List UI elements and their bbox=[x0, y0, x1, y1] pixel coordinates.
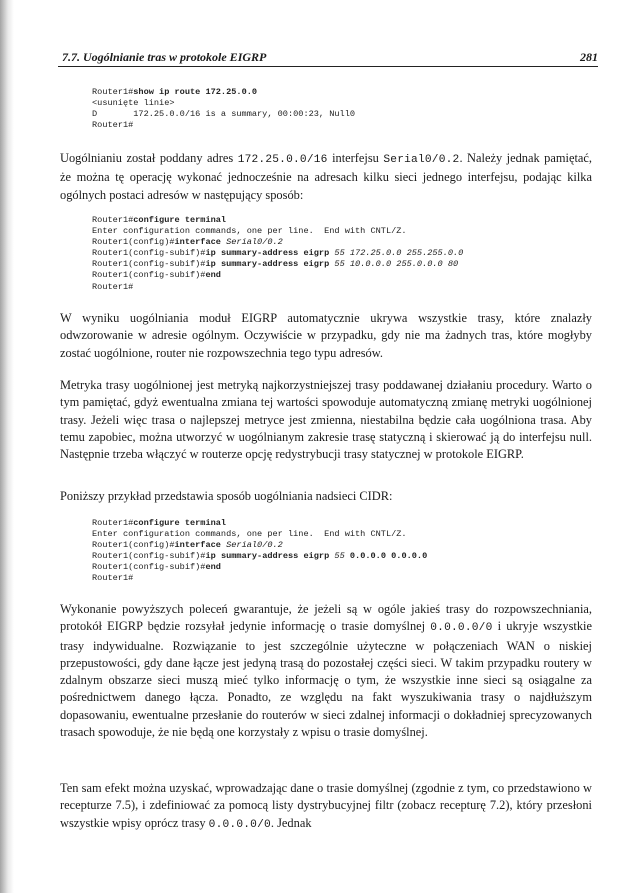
code-block-cidr-supernet bbox=[92, 518, 427, 585]
code-line: Router1(config-subif)#end bbox=[92, 270, 221, 281]
paragraph-eigrp-hides-routes: W wyniku uogólniania moduł EIGRP automatycznie ukrywa wszystkie trasy, które znalazły odwzorowanie w adresie ogólnym. Oczywiście w przypadku, gdy nie ma żadnych tras, które mogłyby zostać uogólnione, router nie rozpowszechnia tego typu adresów. bbox=[60, 311, 592, 360]
paragraph-summary-metric: Metryka trasy uogólnionej jest metryką najkorzystniejszej trasy poddawanej działaniu procedury. Warto o tym pamiętać, gdyż ewentualna zmiana tej wartości spowoduje automatyczną zmianę metryki uogólnionej trasy. Jeżeli więc trasa o najlepszej metryce jest zmienna, niestabilna będzie cała uogólniona trasa. Aby temu zapobiec, można utworzyć w uogólnianym zakresie trasę statyczną i skierować ją do interfejsu null. Następnie trzeba włączyć w routerze opcję redystrybucji trasy statycznej w protokole EIGRP. bbox=[60, 378, 592, 462]
code-line: <usunięte linie> bbox=[92, 98, 175, 109]
paragraph-default-route-summary: Wykonanie powyższych poleceń gwarantuje, że jeżeli są w ogóle jakieś trasy do rozpowszechniania, protokół EIGRP będzie rozsyłał jedynie informację o trasie domyślnej 0.0.0.0/0 i ukryje wszystkie trasy indywidualne. Rozwiązanie to jest szczególnie użyteczne w połączeniach WAN o niskiej przepustowości, gdy dane łącze jest jedyną trasą do pozostałej części sieci. W takim przypadku routery w zdalnym obszarze sieci muszą mieć tylko informację o tym, że wszystkie inne sieci są osiągalne za pośrednictwem danego łącza. Ponadto, ze względu na fakt wyszukiwania trasy o najdłuższym dopasowaniu, ewentualne przesłanie do routerów w sieci zdalnej informacji o dokładniej sprecyzowanych trasach spowoduje, że nie będą one korzystały z wpisu o trasie domyślnej. bbox=[60, 602, 592, 740]
running-header bbox=[58, 50, 598, 67]
code-line: Router1(config-subif)#end bbox=[92, 562, 221, 573]
code-line: Router1(config-subif)#ip summary-address eigrp 55 172.25.0.0 255.255.0.0 bbox=[92, 248, 464, 259]
chapter-title: 7.7. Uogólnianie tras w protokole EIGRP bbox=[62, 50, 267, 64]
code-line: Enter configuration commands, one per line. End with CNTL/Z. bbox=[92, 529, 407, 540]
code-block-multiple-summaries bbox=[92, 215, 463, 293]
code-line: Router1(config)#interface Serial0/0.2 bbox=[92, 540, 283, 551]
code-line: Enter configuration commands, one per line. End with CNTL/Z. bbox=[92, 226, 407, 237]
code-line: D 172.25.0.0/16 is a summary, 00:00:23, Null0 bbox=[92, 109, 356, 120]
code-line: Router1# bbox=[92, 281, 134, 292]
code-line: Router1#configure terminal bbox=[92, 518, 227, 528]
code-line: Router1#show ip route 172.25.0.0 bbox=[92, 87, 258, 97]
scan-edge-shadow bbox=[0, 0, 14, 893]
paragraph-summary-address: Uogólnianiu został poddany adres 172.25.0.0/16 interfejsu Serial0/0.2. Należy jednak pamiętać, że można tę operację wykonać jednocześnie na adresach kilku sieci jednego interfejsu, podając kilka ogólnych postaci adresów w następujący sposób: bbox=[60, 151, 592, 202]
code-block-show-route bbox=[92, 87, 355, 131]
code-line: Router1(config-subif)#ip summary-address eigrp 55 0.0.0.0 0.0.0.0 bbox=[92, 551, 428, 562]
code-line: Router1(config)#interface Serial0/0.2 bbox=[92, 237, 283, 248]
page-number: 281 bbox=[580, 50, 598, 64]
code-line: Router1#configure terminal bbox=[92, 215, 227, 225]
code-line: Router1# bbox=[92, 120, 134, 131]
paragraph-cidr-intro: Poniższy przykład przedstawia sposób uogólniania nadsieci CIDR: bbox=[60, 489, 393, 503]
code-line: Router1# bbox=[92, 573, 134, 584]
code-line: Router1(config-subif)#ip summary-address eigrp 55 10.0.0.0 255.0.0.0 80 bbox=[92, 259, 459, 270]
paragraph-distribute-list-alternative: Ten sam efekt można uzyskać, wprowadzając dane o trasie domyślnej (zgodnie z tym, co przedstawiono w recepturze 7.5), i zdefiniować za pomocą listy dystrybucyjnej filtr (zobacz recepturę 7.2), który przesłoni wszystkie wpisy oprócz trasy 0.0.0.0/0. Jednak bbox=[60, 781, 592, 831]
